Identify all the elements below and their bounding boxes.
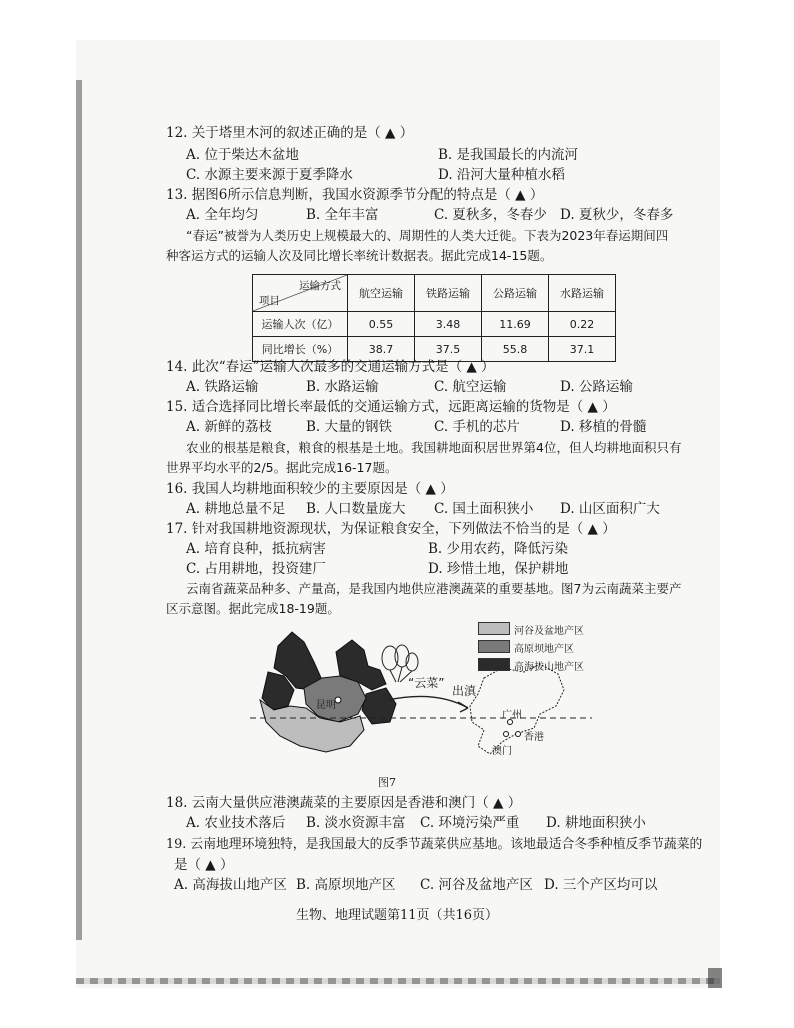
q18-option-b: B. 淡水资源丰富 bbox=[306, 815, 406, 831]
table-cell: 0.22 bbox=[549, 312, 616, 337]
table-header-top: 运输方式 bbox=[299, 280, 341, 292]
hongkong-marker bbox=[516, 732, 521, 737]
q15-option-a: A. 新鲜的荔枝 bbox=[186, 419, 272, 435]
q18-stem: 18. 云南大量供应港澳蔬菜的主要原因是香港和澳门（ ▲ ） bbox=[166, 795, 522, 811]
q12-option-d: D. 沿河大量种植水稻 bbox=[438, 167, 565, 183]
q14-option-a: A. 铁路运输 bbox=[186, 379, 259, 395]
label-chudian: 出滇 bbox=[452, 684, 477, 698]
table-corner-cell bbox=[253, 275, 348, 312]
intro-16-17-line2: 世界平均水平的2/5。据此完成16-17题。 bbox=[166, 460, 398, 475]
q15-stem: 15. 适合选择同比增长率最低的交通运输方式，远距离运输的货物是（ ▲ ） bbox=[166, 399, 616, 415]
page-footer: 生物、地理试题第11页（共16页） bbox=[295, 908, 499, 923]
export-arrow-head bbox=[458, 702, 468, 712]
legend-swatch-highland bbox=[478, 658, 510, 671]
q13-option-b: B. 全年丰富 bbox=[306, 207, 379, 223]
label-kunming: 昆明 bbox=[316, 700, 336, 711]
scan-shadow-bottom bbox=[76, 978, 720, 984]
q12-stem: 12. 关于塔里木河的叙述正确的是（ ▲ ） bbox=[166, 125, 414, 141]
legend-label-plateau: 高原坝地产区 bbox=[514, 644, 574, 655]
legend-label-valley: 河谷及盆地产区 bbox=[514, 626, 584, 637]
q17-option-c: C. 占用耕地，投资建厂 bbox=[186, 561, 326, 577]
legend-label-highland: 高海拔山地产区 bbox=[514, 662, 584, 673]
q16-option-b: B. 人口数量庞大 bbox=[306, 501, 406, 517]
figure-7-map bbox=[240, 618, 610, 774]
table-cell: 11.69 bbox=[482, 312, 549, 337]
q13-stem: 13. 据图6所示信息判断，我国水资源季节分配的特点是（ ▲ ） bbox=[166, 187, 544, 203]
table-row-label: 同比增长（%） bbox=[253, 337, 348, 362]
table-cell: 37.1 bbox=[549, 337, 616, 362]
scan-shadow-left bbox=[76, 80, 82, 940]
q19-option-c: C. 河谷及盆地产区 bbox=[420, 877, 533, 893]
q19-stem-line2: 是（ ▲ ） bbox=[174, 857, 234, 873]
q12-option-b: B. 是我国最长的内流河 bbox=[438, 147, 579, 163]
q13-option-c: C. 夏秋多，冬春少 bbox=[434, 207, 547, 223]
q17-option-b: B. 少用农药，降低污染 bbox=[428, 541, 569, 557]
table-cell: 37.5 bbox=[415, 337, 482, 362]
figure-caption: 图7 bbox=[378, 776, 396, 789]
q14-option-d: D. 公路运输 bbox=[560, 379, 633, 395]
intro-18-19-line1: 云南省蔬菜品种多、产量高，是我国内地供应港澳蔬菜的重要基地。图7为云南蔬菜主要产 bbox=[186, 581, 682, 596]
intro-16-17-line1: 农业的根基是粮食，粮食的根基是土地。我国耕地面积居世界第4位，但人均耕地面积只有 bbox=[186, 440, 682, 455]
q15-option-b: B. 大量的钢铁 bbox=[306, 419, 393, 435]
table-cell: 3.48 bbox=[415, 312, 482, 337]
macau-marker bbox=[504, 732, 509, 737]
label-guangzhou: 广州 bbox=[502, 710, 522, 721]
q14-option-c: C. 航空运输 bbox=[434, 379, 507, 395]
q18-option-a: A. 农业技术落后 bbox=[186, 815, 286, 831]
q12-option-c: C. 水源主要来源于夏季降水 bbox=[186, 167, 353, 183]
q19-option-a: A. 高海拔山地产区 bbox=[174, 877, 287, 893]
transport-table bbox=[252, 274, 616, 362]
label-hongkong: 香港 bbox=[524, 732, 544, 743]
table-col-header: 航空运输 bbox=[348, 275, 415, 312]
table-header-row bbox=[253, 275, 616, 312]
q12-option-a: A. 位于柴达木盆地 bbox=[186, 147, 299, 163]
table-row-label: 运输人次（亿） bbox=[253, 312, 348, 337]
q17-option-a: A. 培育良种，抵抗病害 bbox=[186, 541, 326, 557]
table-col-header: 水路运输 bbox=[549, 275, 616, 312]
legend-swatch-plateau bbox=[478, 640, 510, 653]
legend-swatch-valley bbox=[478, 622, 510, 635]
q14-stem: 14. 此次“春运”运输人次最多的交通运输方式是（ ▲ ） bbox=[166, 359, 495, 375]
q17-stem: 17. 针对我国耕地资源现状，为保证粮食安全，下列做法不恰当的是（ ▲ ） bbox=[166, 521, 616, 537]
scan-shadow-corner bbox=[708, 968, 722, 988]
q13-option-d: D. 夏秋少，冬春多 bbox=[560, 207, 674, 223]
q18-option-c: C. 环境污染严重 bbox=[420, 815, 520, 831]
table-cell: 0.55 bbox=[348, 312, 415, 337]
label-yuncai-quote: “云菜” bbox=[408, 676, 445, 690]
region-high-mountain-southeast bbox=[362, 688, 396, 724]
q16-stem: 16. 我国人均耕地面积较少的主要原因是（ ▲ ） bbox=[166, 481, 454, 497]
label-macau: 澳门 bbox=[492, 746, 512, 757]
table-col-header: 公路运输 bbox=[482, 275, 549, 312]
q16-option-d: D. 山区面积广大 bbox=[560, 501, 660, 517]
q14-option-b: B. 水路运输 bbox=[306, 379, 379, 395]
intro-14-15-line1: “春运”被誉为人类历史上规模最大的、周期性的人类大迁徙。下表为2023年春运期间四 bbox=[186, 228, 669, 243]
q19-stem-line1: 19. 云南地理环境独特，是我国最大的反季节蔬菜供应基地。该地最适合冬季种植反季节蔬菜的 bbox=[166, 837, 703, 852]
q19-option-b: B. 高原坝地产区 bbox=[296, 877, 396, 893]
table-col-header: 铁路运输 bbox=[415, 275, 482, 312]
intro-18-19-line2: 区示意图。据此完成18-19题。 bbox=[166, 601, 340, 616]
table-cell: 38.7 bbox=[348, 337, 415, 362]
q13-option-a: A. 全年均匀 bbox=[186, 207, 259, 223]
intro-14-15-line2: 种客运方式的运输人次及同比增长率统计数据表。据此完成14-15题。 bbox=[166, 248, 553, 263]
q16-option-a: A. 耕地总量不足 bbox=[186, 501, 286, 517]
table-header-left: 项目 bbox=[259, 295, 280, 307]
q18-option-d: D. 耕地面积狭小 bbox=[546, 815, 646, 831]
table-row bbox=[253, 312, 616, 337]
q17-option-d: D. 珍惜土地，保护耕地 bbox=[428, 561, 569, 577]
q16-option-c: C. 国土面积狭小 bbox=[434, 501, 534, 517]
table-cell: 55.8 bbox=[482, 337, 549, 362]
q15-option-c: C. 手机的芯片 bbox=[434, 419, 520, 435]
q19-option-d: D. 三个产区均可以 bbox=[544, 877, 658, 893]
q15-option-d: D. 移植的骨髓 bbox=[560, 419, 647, 435]
